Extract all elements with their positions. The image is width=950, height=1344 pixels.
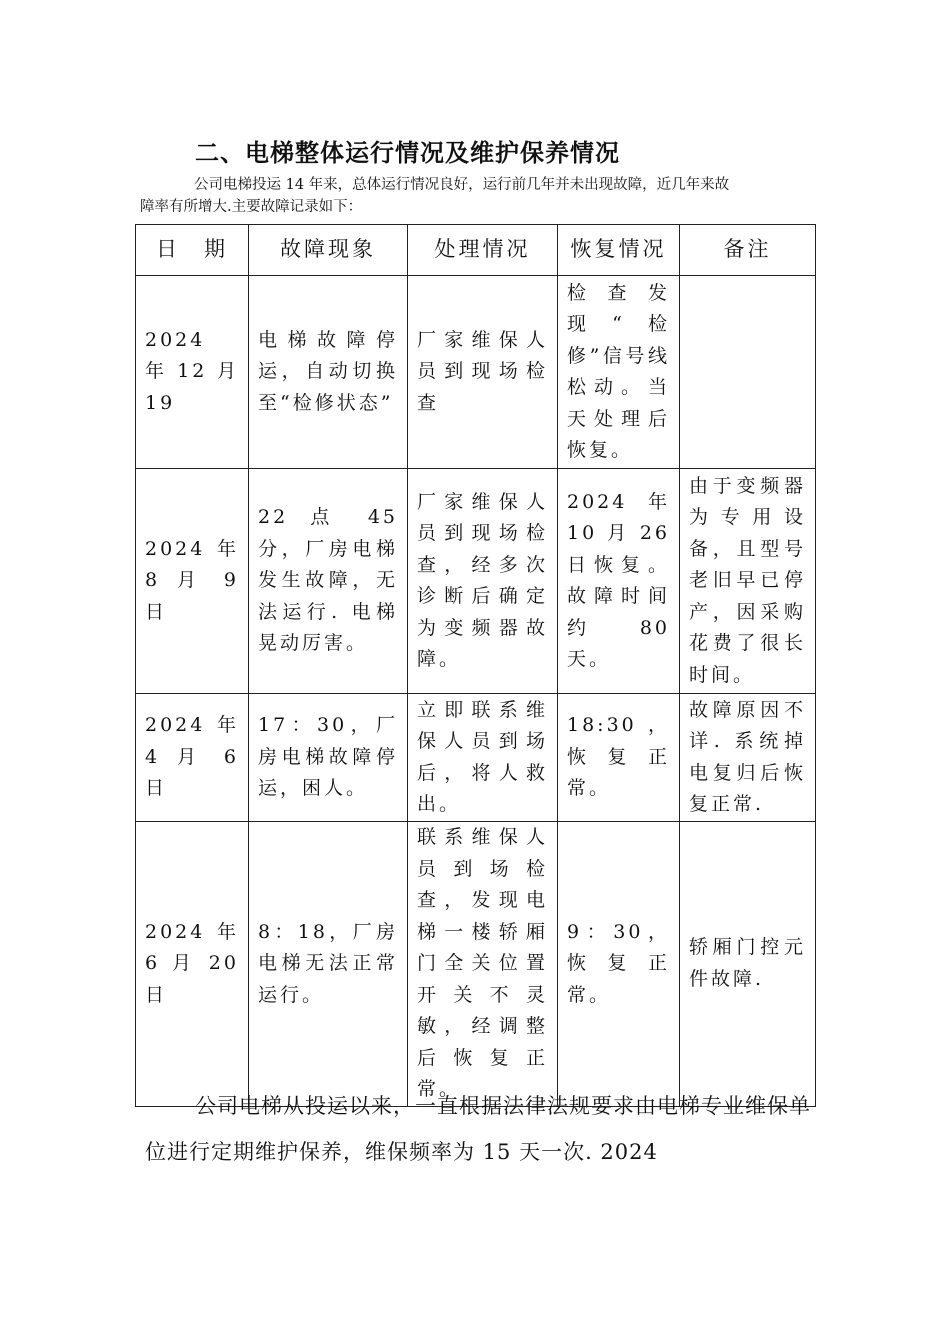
cell-recovery: 18:30，恢复正常。	[558, 694, 680, 822]
cell-remark: 故障原因不详. 系统掉电复归后恢复正常.	[680, 694, 816, 822]
cell-date: 2024 年 12 月 19	[136, 276, 249, 469]
cell-handling: 联系维保人员到场检查，发现电梯一楼轿厢门全关位置开关不灵敏，经调整后恢复正常。	[408, 822, 558, 1107]
closing-text: 公司电梯从投运以来，一直根据法律法规要求由电梯专业维保单位进行定期维护保养，维保频率为 15 天一次. 2024	[145, 1094, 811, 1164]
intro-paragraph	[140, 174, 820, 218]
cell-date: 2024 年 6 月 20 日	[136, 822, 249, 1107]
cell-recovery: 9：30，恢复正常。	[558, 822, 680, 1107]
cell-symptom: 8：18，厂房电梯无法正常运行。	[249, 822, 408, 1107]
header-date: 日 期	[136, 225, 249, 276]
fault-record-table	[135, 224, 816, 1107]
table-row	[136, 276, 816, 469]
table-row	[136, 822, 816, 1107]
table-row	[136, 694, 816, 822]
cell-handling: 立即联系维保人员到场后，将人救出。	[408, 694, 558, 822]
header-symptom: 故障现象	[249, 225, 408, 276]
cell-remark: 轿厢门控元件故障.	[680, 822, 816, 1107]
table-row	[136, 469, 816, 694]
table-header-row	[136, 225, 816, 276]
intro-line-1: 公司电梯投运 14 年来，总体运行情况良好，运行前几年并未出现故障，近几年来故	[194, 177, 730, 193]
cell-remark	[680, 276, 816, 469]
cell-date: 2024 年 8 月 9 日	[136, 469, 249, 694]
cell-symptom: 22 点 45 分，厂房电梯发生故障，无法运行. 电梯晃动厉害。	[249, 469, 408, 694]
cell-date: 2024 年 4 月 6 日	[136, 694, 249, 822]
header-handling: 处理情况	[408, 225, 558, 276]
cell-symptom: 17：30，厂房电梯故障停运，困人。	[249, 694, 408, 822]
cell-handling: 厂家维保人员到现场检查	[408, 276, 558, 469]
cell-remark: 由于变频器为专用设备，且型号老旧早已停产，因采购花费了很长时间。	[680, 469, 816, 694]
cell-symptom: 电梯故障停运，自动切换至“检修状态”	[249, 276, 408, 469]
cell-recovery: 2024 年 10 月 26 日恢复。故障时间约 80 天。	[558, 469, 680, 694]
cell-recovery: 检查发现“检修”信号线松动。当天处理后恢复。	[558, 276, 680, 469]
header-recovery: 恢复情况	[558, 225, 680, 276]
section-title: 二、电梯整体运行情况及维护保养情况	[195, 139, 620, 167]
header-remark: 备注	[680, 225, 816, 276]
cell-handling: 厂家维保人员到现场检查，经多次诊断后确定为变频器故障。	[408, 469, 558, 694]
closing-paragraph	[145, 1083, 825, 1175]
intro-line-2: 障率有所增大.主要故障记录如下：	[140, 199, 363, 215]
